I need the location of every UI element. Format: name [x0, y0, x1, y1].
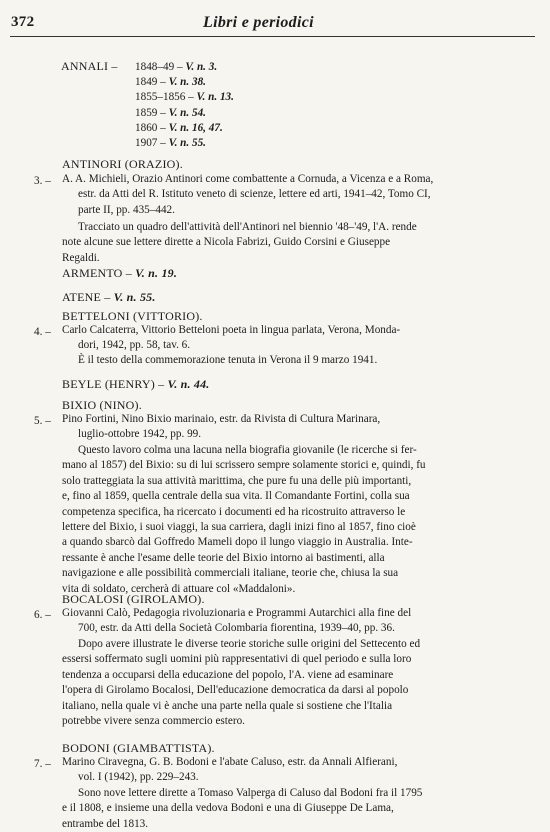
citation-line: Carlo Calcaterra, Vittorio Betteloni poeta in lingua parlata, Verona, Monda-	[62, 324, 401, 336]
citation-line: luglio-ottobre 1942, pp. 99.	[78, 428, 202, 441]
citation-line: parte II, pp. 435–442.	[78, 203, 175, 216]
annali-row: 1855–1856 – V. n. 13.	[135, 91, 234, 103]
entry-body	[62, 443, 508, 597]
citation-line: Pino Fortini, Nino Bixio marinaio, estr. da Rivista di Cultura Marinara,	[62, 413, 381, 425]
citation	[62, 755, 508, 786]
body-line: solo tratteggiata la sua attività marittima, che pure fu una delle più importanti,	[62, 474, 412, 487]
citation-line: Giovanni Calò, Pedagogia rivoluzionaria e Programmi Autarchici alla fine del	[62, 607, 412, 619]
citation-line: estr. da Atti del R. Istituto veneto di scienze, lettere ed arti, 1941–42, Tomo CI,	[78, 188, 431, 201]
annali-row: 1859 – V. n. 54.	[135, 107, 206, 119]
entry-body	[62, 220, 508, 266]
citation-line: Marino Ciravegna, G. B. Bodoni e l'abate Caluso, estr. da Annali Alfierani,	[62, 756, 398, 768]
body-line: Regaldi.	[62, 251, 100, 264]
body-line: Dopo avere illustrate le diverse teorie storiche sulle origini del Settecento ed	[78, 638, 421, 650]
citation-line: vol. I (1942), pp. 229–243.	[78, 771, 199, 784]
body-line: tendenza a occuparsi della educazione del popolo, l'A. viene ad esaminare	[62, 668, 394, 681]
citation	[62, 323, 508, 354]
body-line: essersi soffermato sugli uomini più rappresentativi di quel periodo e sulla loro	[62, 653, 412, 666]
entry-heading: ARMENTO – V. n. 19.	[62, 266, 178, 280]
body-line: Questo lavoro colma una lacuna nella biografia giovanile (le ricerche si fer-	[78, 444, 417, 456]
entry-heading: BOCALOSI (GIROLAMO).	[62, 592, 205, 606]
body-line: potrebbe vivere senza commercio estero.	[62, 715, 245, 728]
body-line: Sono nove lettere dirette a Tomaso Valperga di Caluso dal Bodoni fra il 1795	[78, 787, 423, 799]
annali-label: ANNALI –	[61, 59, 118, 73]
body-line: competenza specifica, ha ricercato i documenti ed ha ricostruito attraverso le	[62, 505, 406, 518]
body-line: entrambe del 1813.	[62, 817, 149, 830]
entry-number: 4. –	[34, 326, 51, 338]
body-line: È il testo della commemorazione tenuta in Verona il 9 marzo 1941.	[78, 354, 378, 366]
entry-number: 6. –	[34, 609, 51, 621]
annali-row: 1848–49 – V. n. 3.	[135, 61, 218, 73]
body-line: ressante è anche l'esame delle teorie del Bixio intorno ai bastimenti, alla	[62, 551, 385, 564]
annali-row: 1849 – V. n. 38.	[135, 76, 206, 88]
body-line: a quando sbarcò dal Goffredo Mameli dopo il lungo viaggio in Australia. Inte-	[62, 536, 413, 549]
entry-heading: BEYLE (HENRY) – V. n. 44.	[62, 377, 210, 391]
citation-line: A. A. Michieli, Orazio Antinori come combattente a Cornuda, a Vicenza e a Roma,	[62, 173, 434, 185]
citation	[62, 172, 508, 218]
citation-line: dori, 1942, pp. 58, tav. 6.	[78, 339, 191, 352]
body-line: l'opera di Girolamo Bocalosi, Dell'educazione democratica da darsi al popolo	[62, 684, 409, 697]
entry-body	[62, 353, 508, 368]
body-line: Tracciato un quadro dell'attività dell'Antinori nel biennio '48–'49, l'A. rende	[78, 221, 417, 233]
page-number: 372	[11, 14, 35, 30]
entry-heading: BIXIO (NINO).	[62, 398, 142, 412]
body-line: vita di soldato, cercherà di attuare col «Maddaloni».	[62, 582, 296, 595]
entry-number: 3. –	[34, 175, 51, 187]
citation	[62, 412, 508, 443]
citation-line: 700, estr. da Atti della Società Colombaria fiorentina, 1939–40, pp. 36.	[78, 622, 395, 635]
entry-heading: BETTELONI (VITTORIO).	[62, 309, 203, 323]
entry-body	[62, 786, 508, 832]
body-line: e il 1808, e insieme una della vedova Bodoni e una di Giuseppe De Lama,	[62, 802, 394, 815]
running-title: Libri e periodici	[203, 14, 314, 31]
entry-heading: ATENE – V. n. 55.	[62, 290, 156, 304]
body-line: note alcune sue lettere dirette a Nicola Fabrizi, Guido Corsini e Giuseppe	[62, 236, 391, 249]
header-rule	[10, 36, 535, 37]
entry-number: 5. –	[34, 415, 51, 427]
body-line: e, fino al 1859, quella centrale della sua vita. Il Comandante Fortini, colla sua	[62, 490, 410, 503]
citation	[62, 606, 508, 637]
entry-number: 7. –	[34, 758, 51, 770]
entry-heading: ANTINORI (ORAZIO).	[62, 157, 183, 171]
entry-heading: BODONI (GIAMBATTISTA).	[62, 741, 215, 755]
body-line: mano al 1857) del Bixio: su di lui scrissero sempre solamente storici e, quindi, fu	[62, 459, 426, 472]
body-line: lettere del Bixio, i suoi viaggi, la sua carriera, dagli inizi fino al 1857, fino cioè	[62, 521, 416, 534]
entry-body	[62, 637, 508, 729]
body-line: italiano, nella quale vi è anche una parte nella quale si sostiene che l'Italia	[62, 699, 393, 712]
body-line: navigazione e alle possibilità commerciali italiane, teorie che, chiusa la sua	[62, 567, 399, 580]
annali-row: 1860 – V. n. 16, 47.	[135, 122, 223, 134]
annali-row: 1907 – V. n. 55.	[135, 137, 206, 149]
